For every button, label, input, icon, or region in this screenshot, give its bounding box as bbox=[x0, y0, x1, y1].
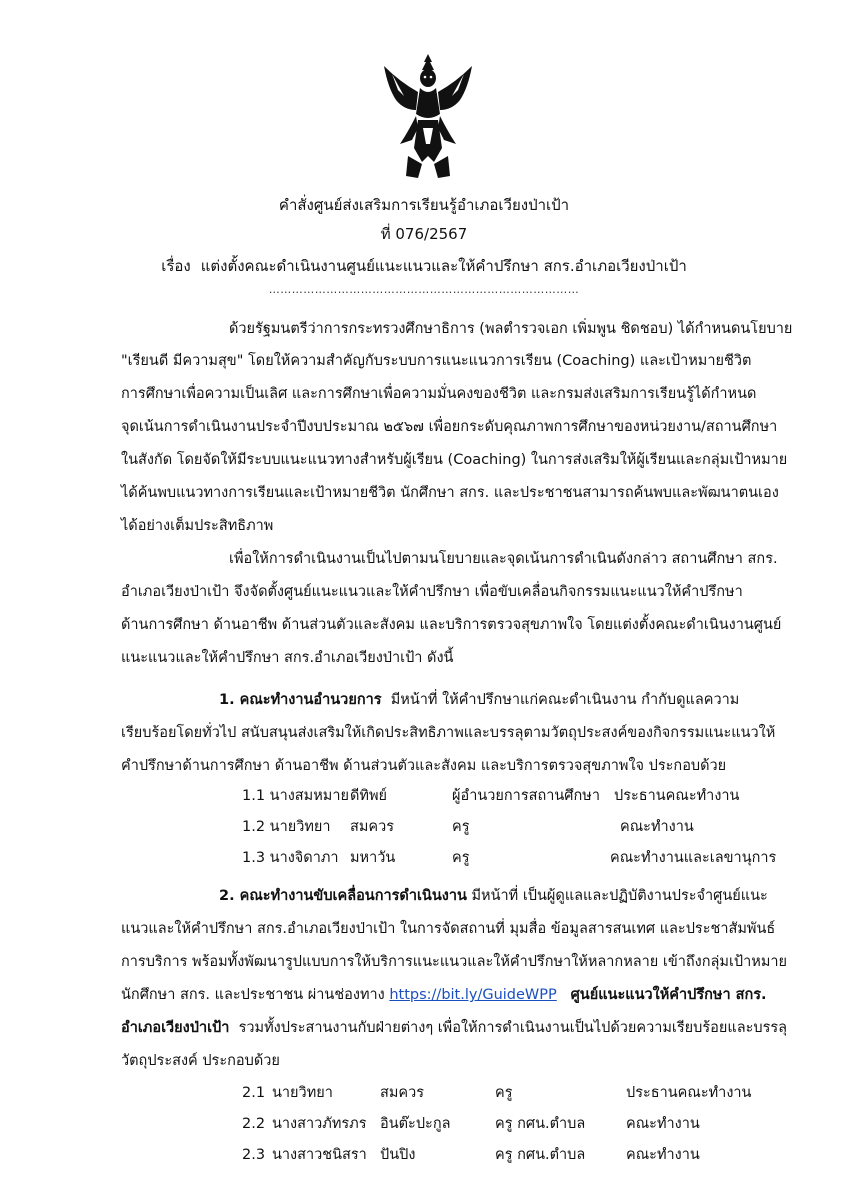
member-position: ครู bbox=[452, 819, 470, 835]
purpose-line: อำเภอเวียงป่าเป้า จึงจัดตั้งศูนย์แนะแนวและให้คำปรึกษา เพื่อขับเคลื่อนกิจกรรมแนะแนวให้คำปรึกษา bbox=[121, 584, 743, 600]
member-position: ครู bbox=[495, 1085, 513, 1101]
member-position: ครู กศน.ตำบล bbox=[495, 1147, 586, 1163]
section1-text: มีหน้าที่ ให้คำปรึกษาแก่คณะดำเนินงาน กำกับดูแลความ bbox=[390, 692, 740, 708]
intro-line: ได้ค้นพบแนวทางการเรียนและเป้าหมายชีวิต นักศึกษา สกร. และประชาชนสามารถค้นพบและพัฒนาตนเอง bbox=[121, 485, 779, 501]
member-no: 2.2 bbox=[242, 1116, 266, 1132]
table-row bbox=[0, 1084, 848, 1102]
intro-line: "เรียนดี มีความสุข" โดยให้ความสำคัญกับระบบการแนะแนวการเรียน (Coaching) และเป้าหมายชีวิต bbox=[121, 353, 752, 369]
member-name: นางสาวภัทรภร bbox=[272, 1116, 367, 1132]
member-role: คณะทำงาน bbox=[620, 819, 694, 835]
member-position: ครู กศน.ตำบล bbox=[495, 1116, 586, 1132]
member-no-name: 1.2 นายวิทยา bbox=[242, 819, 331, 835]
member-role: คณะทำงานและเลขานุการ bbox=[610, 850, 777, 866]
intro-line: ในสังกัด โดยจัดให้มีระบบแนะแนวทางสำหรับผู้เรียน (Coaching) ในการส่งเสริมให้ผู้เรียนและกลุ่มเป้าหมาย bbox=[121, 452, 788, 468]
section2-line bbox=[121, 1019, 787, 1037]
intro-line: การศึกษาเพื่อความเป็นเลิศ และการศึกษาเพื่อความมั่นคงของชีวิต และกรมส่งเสริมการเรียนรู้ได้กำหนด bbox=[121, 386, 757, 402]
member-no: 2.1 bbox=[242, 1085, 266, 1101]
intro-line: ด้วยรัฐมนตรีว่าการกระทรวงศึกษาธิการ (พลตำรวจเอก เพิ่มพูน ชิดชอบ) ได้กำหนดนโยบาย bbox=[229, 321, 793, 337]
member-role: ประธานคณะทำงาน bbox=[626, 1085, 752, 1101]
member-position: ผู้อำนวยการสถานศึกษา bbox=[452, 788, 600, 804]
section2-line: แนวและให้คำปรึกษา สกร.อำเภอเวียงป่าเป้า ในการจัดสถานที่ มุมสื่อ ข้อมูลสารสนเทศ และประชาสัมพันธ์ bbox=[121, 921, 776, 937]
purpose-line: ด้านการศึกษา ด้านอาชีพ ด้านส่วนตัวและสังคม และบริการตรวจสุขภาพใจ โดยแต่งตั้งคณะดำเนินงานศูนย์ bbox=[121, 617, 782, 633]
section2-channel-line bbox=[121, 986, 767, 1004]
member-surname: อินต๊ะปะกูล bbox=[380, 1116, 451, 1132]
guide-link[interactable]: https://bit.ly/GuideWPP bbox=[389, 987, 557, 1003]
center-name-bold: ศูนย์แนะแนวให้คำปรึกษา สกร. bbox=[570, 987, 767, 1003]
member-no-name: 1.1 นางสมหมาย bbox=[242, 788, 349, 804]
member-surname: สมควร bbox=[350, 819, 395, 835]
order-issuer: คำสั่งศูนย์ส่งเสริมการเรียนรู้อำเภอเวียงป่าเป้า bbox=[278, 196, 570, 214]
member-no: 2.3 bbox=[242, 1147, 266, 1163]
member-role: คณะทำงาน bbox=[626, 1147, 700, 1163]
member-role: ประธานคณะทำงาน bbox=[614, 788, 740, 804]
section2-text: มีหน้าที่ เป็นผู้ดูแลและปฏิบัติงานประจำศูนย์แนะ bbox=[471, 888, 768, 904]
section2-line: การบริการ พร้อมทั้งพัฒนารูปแบบการให้บริการแนะแนวและให้คำปรึกษาให้หลากหลาย เข้าถึงกลุ่มเป้าหมาย bbox=[121, 954, 788, 970]
section1-heading: 1. คณะทำงานอำนวยการ bbox=[219, 692, 382, 708]
subject-label: เรื่อง bbox=[161, 257, 191, 275]
intro-line: ได้อย่างเต็มประสิทธิภาพ bbox=[121, 518, 274, 534]
member-surname: มหาวัน bbox=[350, 850, 396, 866]
intro-line: จุดเน้นการดำเนินงานประจำปีงบประมาณ ๒๕๖๗ เพื่อยกระดับคุณภาพการศึกษาของหน่วยงาน/สถานศึกษา bbox=[121, 419, 778, 435]
table-row bbox=[0, 787, 848, 805]
member-surname: สมควร bbox=[380, 1085, 425, 1101]
section1-line: เรียบร้อยโดยทั่วไป สนับสนุนส่งเสริมให้เกิดประสิทธิภาพและบรรลุตามวัตถุประสงค์ของกิจกรรมแนะแนวให้ bbox=[121, 725, 776, 741]
center-district-bold: อำเภอเวียงป่าเป้า bbox=[121, 1020, 230, 1036]
member-no-name: 1.3 นางจิดาภา bbox=[242, 850, 339, 866]
section2-line: วัตถุประสงค์ ประกอบด้วย bbox=[121, 1053, 280, 1069]
section1-line: คำปรึกษาด้านการศึกษา ด้านอาชีพ ด้านส่วนตัวและสังคม และบริการตรวจสุขภาพใจ ประกอบด้วย bbox=[121, 758, 727, 774]
member-role: คณะทำงาน bbox=[626, 1116, 700, 1132]
member-position: ครู bbox=[452, 850, 470, 866]
table-row bbox=[0, 818, 848, 836]
subject-text: แต่งตั้งคณะดำเนินงานศูนย์แนะแนวและให้คำปรึกษา สกร.อำเภอเวียงป่าเป้า bbox=[200, 257, 687, 275]
section2-first-line bbox=[219, 887, 768, 905]
purpose-line: แนะแนวและให้คำปรึกษา สกร.อำเภอเวียงป่าเป้า ดังนี้ bbox=[121, 650, 454, 666]
section2-heading: 2. คณะทำงานขับเคลื่อนการดำเนินงาน bbox=[219, 888, 467, 904]
order-number: ที่ 076/2567 bbox=[380, 225, 468, 243]
section2-text: รวมทั้งประสานงานกับฝ่ายต่างๆ เพื่อให้การดำเนินงานเป็นไปด้วยความเรียบร้อยและบรรลุ bbox=[238, 1020, 788, 1036]
order-subject bbox=[0, 254, 848, 278]
table-row bbox=[0, 1115, 848, 1133]
member-surname: ดีทิพย์ bbox=[350, 788, 388, 804]
purpose-line: เพื่อให้การดำเนินงานเป็นไปตามนโยบายและจุดเน้นการดำเนินดังกล่าว สถานศึกษา สกร. bbox=[229, 551, 778, 567]
table-row bbox=[0, 849, 848, 867]
member-name: นายวิทยา bbox=[272, 1085, 333, 1101]
member-surname: ปันปิง bbox=[380, 1147, 416, 1163]
section2-text: นักศึกษา สกร. และประชาชน ผ่านช่องทาง bbox=[121, 987, 385, 1003]
header-divider: ……………………………………………………………………… bbox=[268, 283, 580, 296]
table-row bbox=[0, 1146, 848, 1164]
section1-first-line bbox=[219, 691, 739, 709]
member-name: นางสาวชนิสรา bbox=[272, 1147, 367, 1163]
garuda-emblem-icon bbox=[378, 52, 478, 184]
